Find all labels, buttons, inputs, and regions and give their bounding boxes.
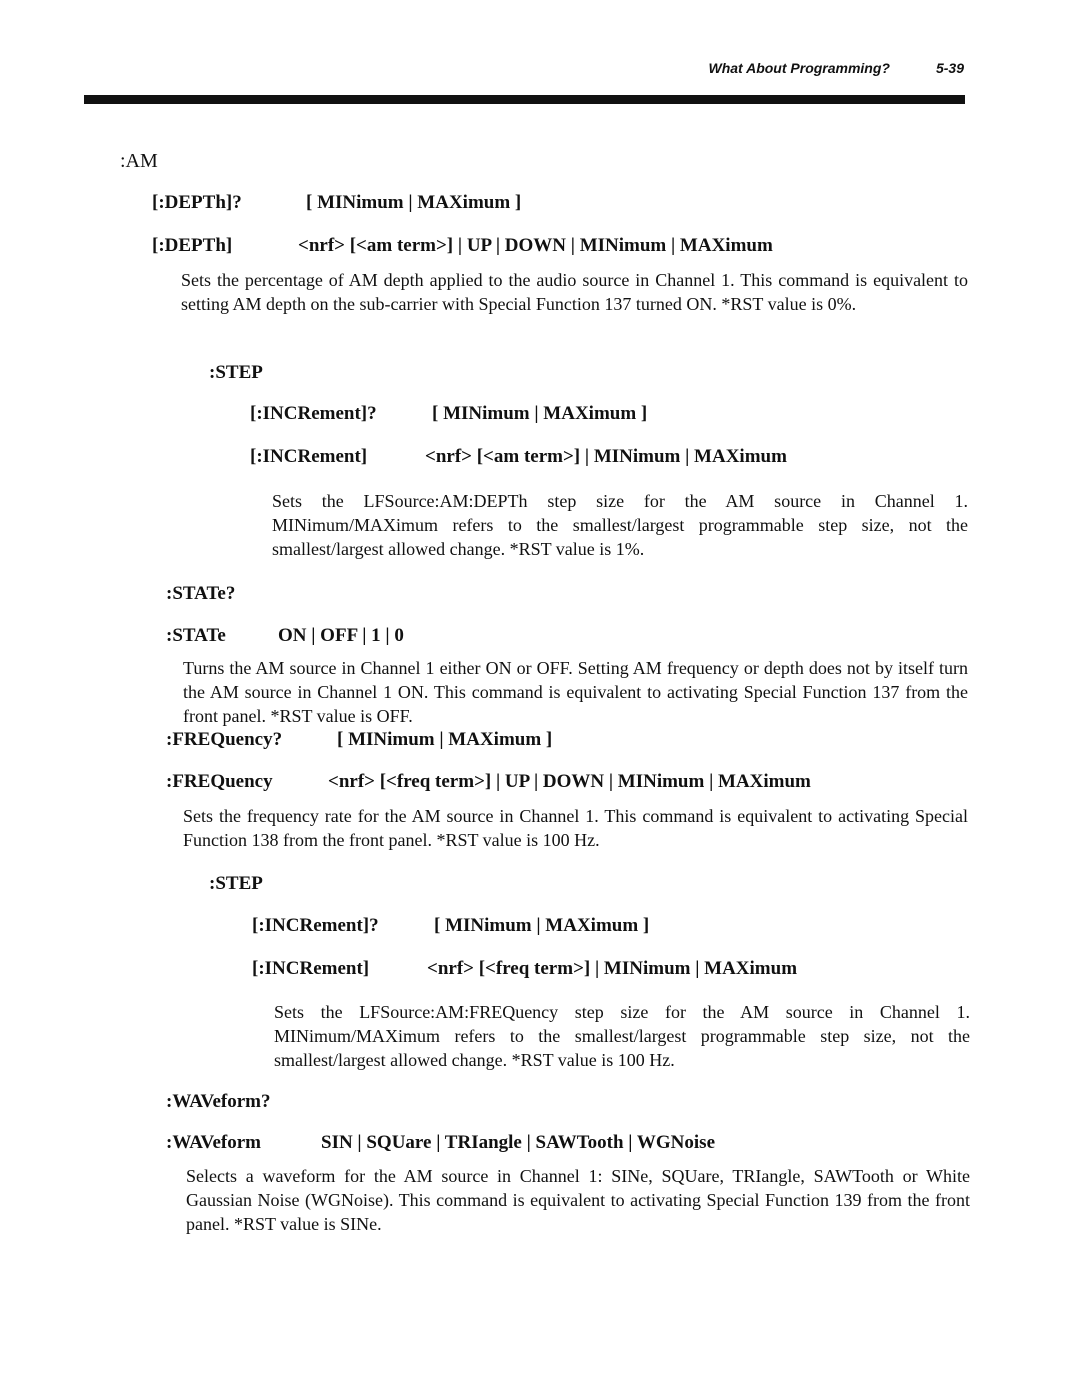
am-heading: :AM xyxy=(120,150,158,172)
arguments: <nrf> [<am term>] | MINimum | MAXimum xyxy=(425,446,787,467)
header-rule xyxy=(84,95,965,104)
state-description: Turns the AM source in Channel 1 either ON or OFF. Setting AM frequency or depth does not by itself turn the AM source in Channel 1 ON. This command is equivalent to activating Special Function 137 from the front panel. *RST value is OFF. xyxy=(183,658,968,726)
frequency-step-description: Sets the LFSource:AM:FREQuency step size for the AM source in Channel 1. MINimum/MAXimum refers to the smallest/largest programmable step size, not the smallest/largest allowed change. *RST value is 100 Hz. xyxy=(274,1002,970,1070)
depth-step-query-line xyxy=(250,403,647,425)
command: :STATe xyxy=(166,625,226,646)
depth-step-description: Sets the LFSource:AM:DEPTh step size for the AM source in Channel 1. MINimum/MAXimum refers to the smallest/largest programmable step size, not the smallest/largest allowed change. *RST value is 1%. xyxy=(272,491,968,559)
command: [:INCRement]? xyxy=(252,915,379,936)
depth-query-line xyxy=(152,192,521,214)
frequency-set-line xyxy=(166,771,811,793)
arguments: [ MINimum | MAXimum ] xyxy=(306,192,522,213)
command: [:INCRement] xyxy=(250,446,368,467)
frequency-query-line xyxy=(166,729,552,751)
arguments: [ MINimum | MAXimum ] xyxy=(337,729,553,750)
waveform-description: Selects a waveform for the AM source in Channel 1: SINe, SQUare, TRIangle, SAWTooth or White Gaussian Noise (WGNoise). This command is equivalent to activating Special Function 139 from the front panel. *RST value is SINe. xyxy=(186,1166,970,1234)
depth-description: Sets the percentage of AM depth applied to the audio source in Channel 1. This command is equivalent to setting AM depth on the sub-carrier with Special Function 137 turned ON. *RST value is 0%. xyxy=(181,270,968,314)
depth-step-set-line xyxy=(250,446,787,468)
waveform-set-line xyxy=(166,1132,715,1154)
arguments: SIN | SQUare | TRIangle | SAWTooth | WGNoise xyxy=(321,1132,715,1153)
arguments: ON | OFF | 1 | 0 xyxy=(278,625,404,646)
arguments: <nrf> [<am term>] | UP | DOWN | MINimum | MAXimum xyxy=(298,235,773,256)
arguments: <nrf> [<freq term>] | MINimum | MAXimum xyxy=(427,958,798,979)
command: [:INCRement]? xyxy=(250,403,377,424)
depth-set-line xyxy=(152,235,773,257)
command: [:DEPTh]? xyxy=(152,192,242,213)
state-query-line: :STATe? xyxy=(166,583,236,604)
command: :FREQuency xyxy=(166,771,273,792)
page-header xyxy=(709,60,965,76)
arguments: <nrf> [<freq term>] | UP | DOWN | MINimum | MAXimum xyxy=(328,771,811,792)
arguments: [ MINimum | MAXimum ] xyxy=(434,915,650,936)
command: :WAVeform xyxy=(166,1132,261,1153)
frequency-description: Sets the frequency rate for the AM source in Channel 1. This command is equivalent to activating Special Function 138 from the front panel. *RST value is 100 Hz. xyxy=(183,806,968,850)
page-number: 5-39 xyxy=(935,60,964,76)
step-heading: :STEP xyxy=(209,873,263,894)
arguments: [ MINimum | MAXimum ] xyxy=(432,403,648,424)
command: [:DEPTh] xyxy=(152,235,233,256)
state-set-line xyxy=(166,625,404,647)
frequency-step-query-line xyxy=(252,915,649,937)
step-heading: :STEP xyxy=(209,362,263,383)
frequency-step-set-line xyxy=(252,958,797,980)
waveform-query-line: :WAVeform? xyxy=(166,1091,271,1112)
command: :FREQuency? xyxy=(166,729,283,750)
command: [:INCRement] xyxy=(252,958,370,979)
header-title: What About Programming? xyxy=(708,60,890,76)
